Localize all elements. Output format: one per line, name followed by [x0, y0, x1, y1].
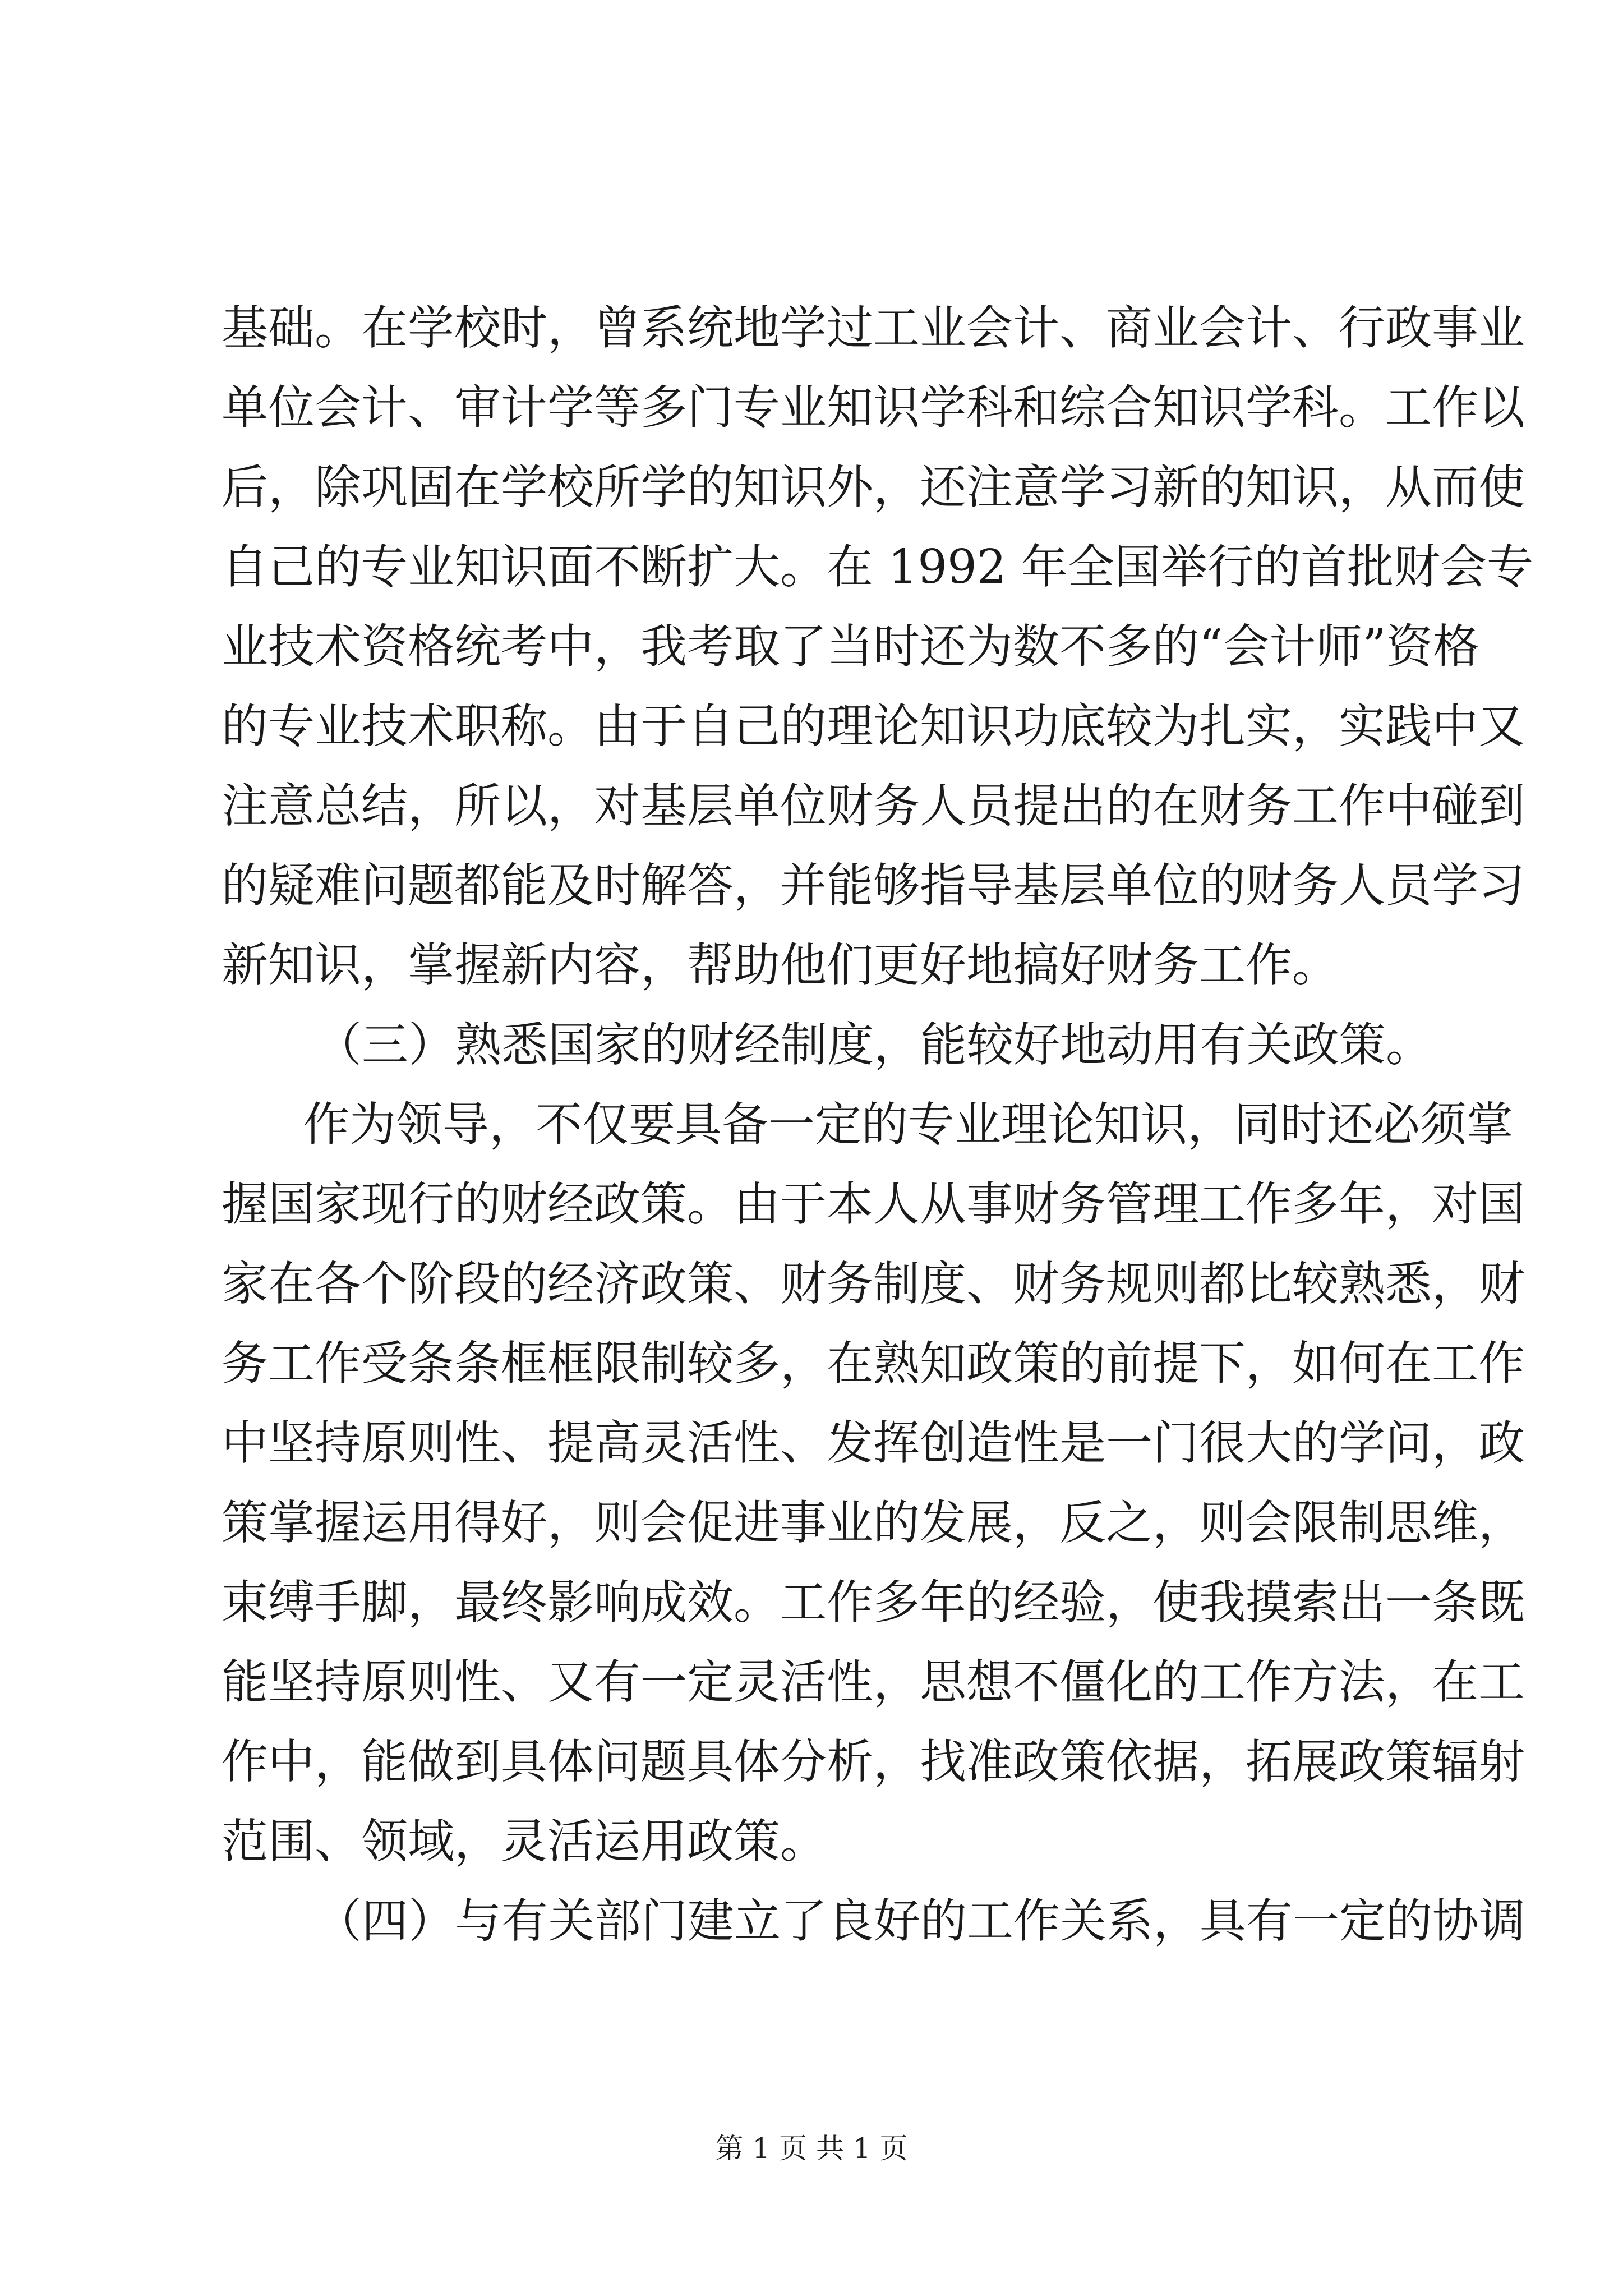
- page-footer: 第 1 页 共 1 页: [715, 2132, 908, 2165]
- body-text-line: 束缚手脚，最终影响成效。工作多年的经验，使我摸索出一条既: [222, 1575, 1525, 1630]
- body-text-line: 策掌握运用得好，则会促进事业的发展，反之，则会限制思维，: [222, 1496, 1525, 1550]
- body-text-line: 自己的专业知识面不断扩大。在 1992 年全国举行的首批财会专: [222, 540, 1533, 594]
- body-text-line: 注意总结，所以，对基层单位财务人员提出的在财务工作中碰到: [222, 779, 1525, 833]
- body-text-line: 能坚持原则性、又有一定灵活性，思想不僵化的工作方法，在工: [222, 1655, 1525, 1709]
- body-text-line: 的专业技术职称。由于自己的理论知识功底较为扎实，实践中又: [222, 699, 1525, 753]
- section-heading-4: （四）与有关部门建立了良好的工作关系，具有一定的协调: [315, 1894, 1525, 1948]
- body-text-line: 的疑难问题都能及时解答，并能够指导基层单位的财务人员学习: [222, 858, 1525, 913]
- body-text-line: 业技术资格统考中，我考取了当时还为数不多的“会计师”资格: [222, 619, 1479, 674]
- body-text-line: 握国家现行的财经政策。由于本人从事财务管理工作多年，对国: [222, 1177, 1525, 1231]
- paragraph-first-line: 作为领导，不仅要具备一定的专业理论知识，同时还必须掌: [303, 1097, 1513, 1152]
- body-text-line: 务工作受条条框框限制较多，在熟知政策的前提下，如何在工作: [222, 1336, 1525, 1391]
- body-text-line: 单位会计、审计学等多门专业知识学科和综合知识学科。工作以: [222, 380, 1525, 435]
- section-heading-3: （三）熟悉国家的财经制度，能较好地动用有关政策。: [315, 1018, 1432, 1072]
- paragraph-end-line: 新知识，掌握新内容，帮助他们更好地搞好财务工作。: [222, 938, 1339, 992]
- body-text-line: 中坚持原则性、提高灵活性、发挥创造性是一门很大的学问，政: [222, 1416, 1525, 1470]
- body-text-line: 基础。在学校时，曾系统地学过工业会计、商业会计、行政事业: [222, 301, 1525, 355]
- body-text-line: 后，除巩固在学校所学的知识外，还注意学习新的知识，从而使: [222, 460, 1525, 514]
- body-text-line: 家在各个阶段的经济政策、财务制度、财务规则都比较熟悉，财: [222, 1257, 1525, 1311]
- paragraph-end-line: 范围、领域，灵活运用政策。: [222, 1814, 827, 1869]
- body-text-line: 作中，能做到具体问题具体分析，找准政策依据，拓展政策辐射: [222, 1734, 1525, 1789]
